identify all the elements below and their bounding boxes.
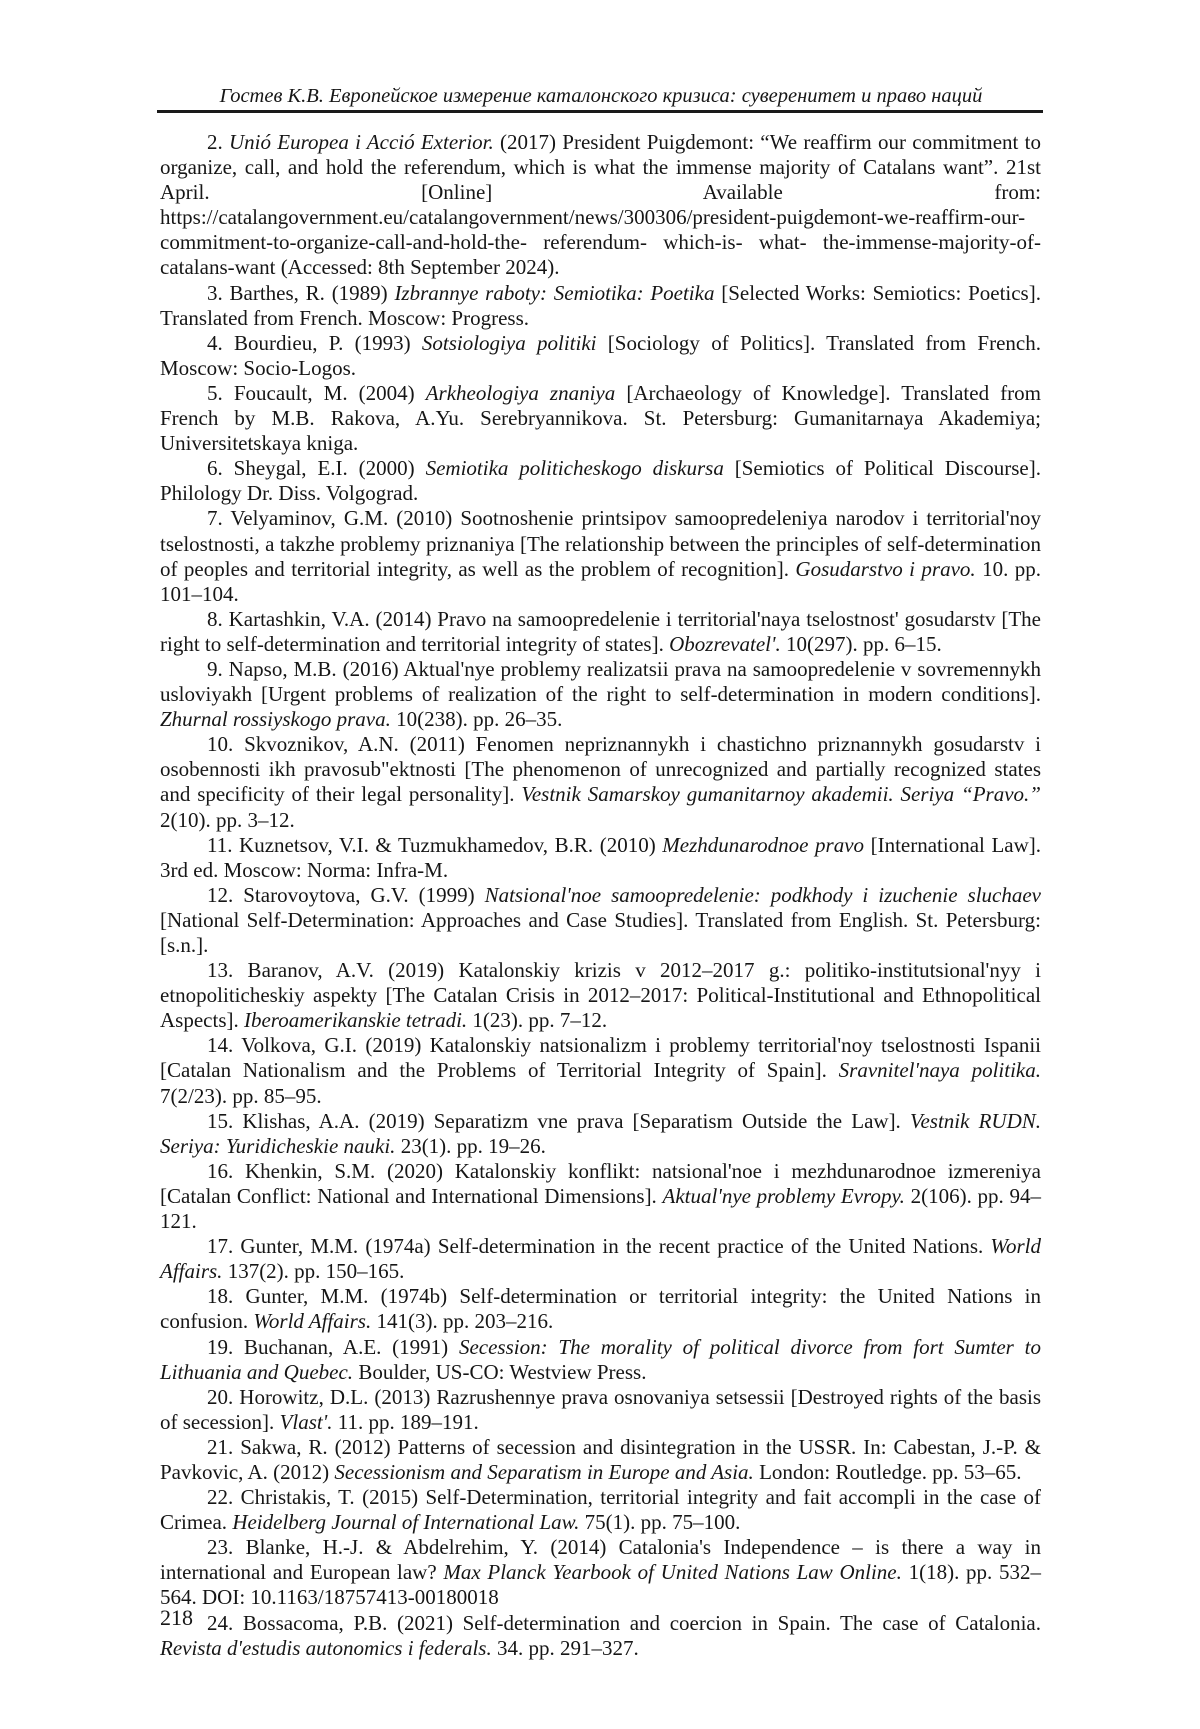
reference-italic-segment: Revista d'estudis autonomics i federals. [160, 1635, 492, 1660]
reference-item [160, 331, 1041, 381]
reference-text-segment: 2(106). pp. 94–121. [160, 1183, 1041, 1234]
reference-text-segment: [Archaeology of Knowledge]. Translated from French by M.B. Rakova, A.Yu. Serebryannikova. St. Petersburg: Gumanitarnaya Akademiya; Universitetskaya kniga. [160, 380, 1041, 456]
reference-italic-segment: Aktual'nye problemy Evropy. [662, 1183, 905, 1208]
reference-text-segment: 9. Napso, M.B. (2016) Aktual'nye problemy realizatsii prava na samoopredelenie v sovremennykh usloviyakh [Urgent problems of realization of the right to self-determination in modern conditions]. [160, 656, 1041, 707]
reference-text-segment: 34. pp. 291–327. [491, 1635, 639, 1660]
reference-italic-segment: Zhurnal rossiyskogo prava. [160, 707, 391, 732]
reference-italic-segment: Vlast'. [279, 1409, 333, 1434]
reference-item [160, 657, 1041, 732]
reference-italic-segment: Heidelberg Journal of International Law. [232, 1510, 580, 1535]
reference-item [160, 1109, 1041, 1159]
reference-item [160, 456, 1041, 506]
page-number: 218 [160, 1605, 193, 1630]
reference-item [160, 130, 1041, 281]
reference-text-segment: 2. [207, 130, 230, 154]
reference-italic-segment: World Affairs. [253, 1309, 372, 1334]
reference-item [160, 1611, 1041, 1661]
reference-item [160, 883, 1041, 958]
reference-item [160, 1435, 1041, 1485]
reference-text-segment: [Sociology of Politics]. Translated from French. Moscow: Socio-Logos. [160, 330, 1041, 380]
reference-item [160, 1385, 1041, 1435]
reference-text-segment: 8. Kartashkin, V.A. (2014) Pravo na samoopredelenie i territorial'naya tselostnost' gosudarstv [The right to self-determination and territorial integrity of states]. [160, 606, 1041, 656]
reference-text-segment: 10(238). pp. 26–35. [390, 707, 563, 732]
reference-text-segment: [Selected Works: Semiotics: Poetics]. Translated from French. Moscow: Progress. [160, 280, 1041, 330]
reference-text-segment: 24. Bossacoma, P.B. (2021) Self-determination and coercion in Spain. The case of Catalonia. [207, 1610, 1041, 1635]
header-rule [157, 110, 1043, 113]
reference-text-segment: 10. pp. 101–104. [160, 556, 1041, 606]
reference-italic-segment: Secession: The morality of political divorce from fort Sumter to Lithuania and Quebec. [160, 1334, 1041, 1384]
reference-text-segment: 16. Khenkin, S.M. (2020) Katalonskiy konflikt: natsional'noe i mezhdunarodnoe izmereniya [Catalan Conflict: National and International Dimensions]. [160, 1158, 1041, 1208]
reference-item [160, 1159, 1041, 1234]
reference-text-segment: 15. Klishas, A.A. (2019) Separatizm vne prava [Separatism Outside the Law]. [207, 1108, 910, 1133]
reference-text-segment: 21. Sakwa, R. (2012) Patterns of secession and disintegration in the USSR. In: Cabestan, J.-P. & Pavkovic, A. (2012) [160, 1434, 1041, 1484]
reference-text-segment: 141(3). pp. 203–216. [371, 1309, 554, 1334]
reference-text-segment: 23(1). pp. 19–26. [395, 1133, 546, 1158]
reference-text-segment: 11. pp. 189–191. [332, 1409, 479, 1434]
reference-italic-segment: Natsional'noe samoopredelenie: podkhody i izuchenie sluchaev [484, 882, 1042, 907]
reference-text-segment: [Semiotics of Political Discourse]. Philology Dr. Diss. Volgograd. [160, 456, 1041, 506]
reference-item [160, 281, 1041, 331]
reference-text-segment: 6. Sheygal, E.I. (2000) [207, 456, 426, 481]
reference-italic-segment: Vestnik RUDN. Seriya: Yuridicheskie nauki. [160, 1108, 1041, 1158]
reference-text-segment: 5. Foucault, M. (2004) [207, 380, 426, 405]
reference-item [160, 1033, 1041, 1108]
reference-item [160, 381, 1041, 456]
reference-text-segment: 137(2). pp. 150–165. [222, 1259, 405, 1284]
running-header: Гостев К.В. Европейское измерение каталонского кризиса: суверенитет и право наций [219, 85, 983, 107]
reference-item [160, 607, 1041, 657]
reference-text-segment: 20. Horowitz, D.L. (2013) Razrushennye prava osnovaniya setsessii [Destroyed rights of the basis of secession]. [160, 1384, 1041, 1434]
reference-text-segment: Boulder, US-CO: Westview Press. [353, 1359, 647, 1384]
reference-italic-segment: Obozrevatel'. [669, 631, 781, 656]
reference-text-segment: 7(2/23). pp. 85–95. [160, 1083, 322, 1108]
reference-italic-segment: Izbrannye raboty: Semiotika: Poetika [394, 280, 715, 305]
reference-italic-segment: Gosudarstvo i pravo. [795, 556, 976, 581]
reference-item [160, 1335, 1041, 1385]
reference-text-segment: 3. Barthes, R. (1989) [207, 280, 395, 305]
reference-text-segment: 17. Gunter, M.M. (1974a) Self-determination in the recent practice of the United Nations. [207, 1234, 991, 1259]
reference-item [160, 732, 1041, 832]
reference-italic-segment: Mezhdunarodnoe pravo [662, 832, 865, 857]
reference-italic-segment: Sravnitel'naya politika. [838, 1058, 1041, 1083]
reference-item [160, 1234, 1041, 1284]
reference-italic-segment: Semiotika politicheskogo diskursa [425, 456, 724, 481]
reference-item [160, 1535, 1041, 1610]
reference-text-segment: 1(18). pp. 532–564. DOI: 10.1163/18757413-00180018 [160, 1560, 1041, 1610]
reference-item [160, 958, 1041, 1033]
reference-text-segment: 22. Christakis, T. (2015) Self-Determination, territorial integrity and fait accompli in the case of Crimea. [160, 1485, 1041, 1535]
reference-italic-segment: Max Planck Yearbook of United Nations Law Online. [443, 1560, 902, 1585]
reference-text-segment: 12. Starovoytova, G.V. (1999) [207, 882, 485, 907]
reference-text-segment: [National Self-Determination: Approaches and Case Studies]. Translated from English. St. Petersburg: [s.n.]. [160, 907, 1041, 957]
reference-text-segment: 75(1). pp. 75–100. [579, 1510, 741, 1535]
reference-italic-segment: Arkheologiya znaniya [425, 380, 616, 405]
reference-italic-segment: Secessionism and Separatism in Europe and Asia. [334, 1459, 754, 1484]
reference-italic-segment: World Affairs. [160, 1234, 1041, 1284]
reference-text-segment: 10. Skvoznikov, A.N. (2011) Fenomen nepriznannykh i chastichno priznannykh gosudarstv i osobennosti ikh pravosub"ektnosti [The phenomenon of unrecognized and partially recognized states and specificity of their legal personality]. [160, 732, 1041, 807]
reference-text-segment: [International Law]. 3rd ed. Moscow: Norma: Infra-M. [160, 832, 1041, 882]
reference-italic-segment: Vestnik Samarskoy gumanitarnoy akademii. Seriya “Pravo.” [521, 782, 1041, 807]
reference-text-segment: 4. Bourdieu, P. (1993) [207, 330, 422, 355]
reference-text-segment: 2(10). pp. 3–12. [160, 807, 295, 832]
reference-text-segment: 11. Kuznetsov, V.I. & Tuzmukhamedov, B.R. (2010) [207, 832, 663, 857]
reference-italic-segment: Unió Europea i Acció Exterior. [229, 130, 494, 154]
reference-text-segment: 1(23). pp. 7–12. [467, 1008, 608, 1033]
reference-text-segment: 14. Volkova, G.I. (2019) Katalonskiy natsionalizm i problemy territorial'noy tselostnosti Ispanii [Catalan Nationalism and the Problems of Territorial Integrity of Spain]. [160, 1033, 1041, 1083]
reference-text-segment: (2017) President Puigdemont: “We reaffirm our commitment to organize, call, and hold the referendum, which is what the immense majority of Catalans want”. 21st April. [Online] Available from: https://catalangovernment.eu/catalangovernment/news/300306/president-puigdemont-we-reaffirm-our-commitment-to-organize-call-and-hold-the- referendum- which-is- what- the-immense-majority-of-catalans-want (Accessed: 8th September 2024). [160, 130, 1041, 280]
references-list [160, 130, 1041, 1661]
reference-item [160, 1485, 1041, 1535]
reference-text-segment: 7. Velyaminov, G.M. (2010) Sootnoshenie printsipov samoopredeleniya narodov i territorial'noy tselostnosti, a takzhe problemy priznaniya [The relationship between the principles of self-determination of peoples and territorial integrity, as well as the problem of recognition]. [160, 506, 1041, 581]
reference-item [160, 1284, 1041, 1334]
reference-text-segment: 10(297). pp. 6–15. [780, 631, 942, 656]
reference-text-segment: 18. Gunter, M.M. (1974b) Self-determination or territorial integrity: the United Nations in confusion. [160, 1284, 1041, 1334]
reference-text-segment: 13. Baranov, A.V. (2019) Katalonskiy krizis v 2012–2017 g.: politiko-institutsional'nyy i etnopoliticheskiy aspekty [The Catalan Crisis in 2012–2017: Political-Institutional and Ethnopolitical Aspects]. [160, 958, 1041, 1033]
reference-italic-segment: Sotsiologiya politiki [421, 330, 597, 355]
reference-item [160, 833, 1041, 883]
reference-text-segment: 23. Blanke, H.-J. & Abdelrehim, Y. (2014) Catalonia's Independence – is there a way in international and European law? [160, 1535, 1041, 1585]
reference-item [160, 506, 1041, 606]
reference-italic-segment: Iberoamerikanskie tetradi. [243, 1008, 468, 1033]
reference-text-segment: 19. Buchanan, A.E. (1991) [207, 1334, 459, 1359]
reference-text-segment: London: Routledge. pp. 53–65. [753, 1459, 1022, 1484]
